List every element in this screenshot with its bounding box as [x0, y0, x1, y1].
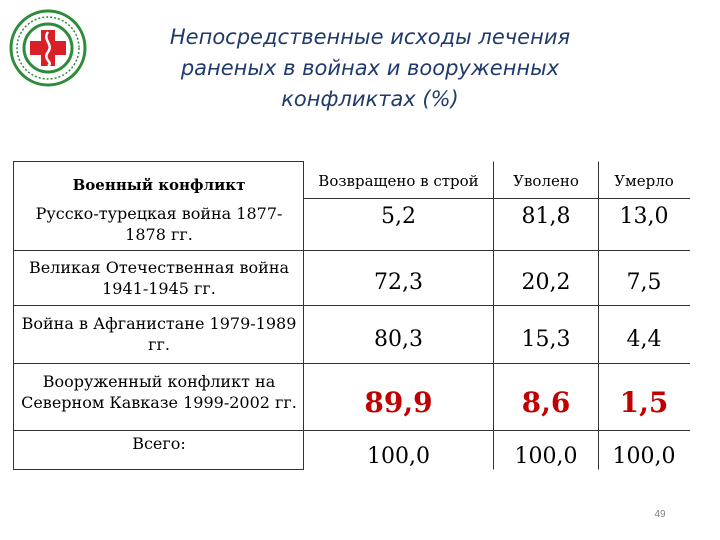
- table-cell: 20,2: [521, 269, 571, 295]
- slide-title: [100, 22, 640, 115]
- table-cell: 7,5: [626, 269, 662, 295]
- table-cell: 5,2: [381, 203, 416, 229]
- row-label: [14, 200, 304, 248]
- title-line-2: раненых в войнах и вооруженных: [180, 56, 560, 80]
- row-label-line: Вооруженный конфликт на: [42, 372, 276, 391]
- row-label-line: Война в Афганистане 1979-1989: [21, 314, 297, 333]
- column-header-conflict: Военный конфликт: [72, 175, 246, 194]
- column-header-discharged: Уволено: [513, 172, 579, 190]
- table-cell: 81,8: [521, 203, 571, 229]
- row-label-line: 1941-1945 гг.: [102, 279, 216, 298]
- table-cell: 15,3: [521, 326, 571, 352]
- table-cell: 100,0: [612, 443, 676, 469]
- table-cell-highlight: 8,6: [521, 385, 571, 419]
- row-label-line: Русско-турецкая война 1877-: [35, 204, 283, 223]
- title-line-3: конфликтах (%): [281, 87, 459, 111]
- column-header-returned: Возвращено в строй: [318, 172, 479, 190]
- table-cell: 13,0: [619, 203, 669, 229]
- row-label: [14, 367, 304, 417]
- row-label-total: Всего:: [132, 433, 186, 453]
- title-line-1: Непосредственные исходы лечения: [169, 25, 571, 49]
- column-header-died: Умерло: [614, 172, 674, 190]
- table-cell: 72,3: [374, 269, 423, 295]
- table-cell: 80,3: [374, 326, 423, 352]
- table-cell: 100,0: [514, 443, 578, 469]
- row-label-line: Великая Отечественная война: [28, 258, 290, 277]
- row-label: [14, 309, 304, 359]
- row-label-line: Северном Кавказе 1999-2002 гг.: [21, 393, 297, 412]
- emblem-logo: [8, 8, 88, 88]
- row-label-line: 1878 гг.: [125, 225, 193, 244]
- row-label: [14, 254, 304, 302]
- row-label-line: гг.: [148, 335, 170, 354]
- table-cell-highlight: 89,9: [364, 385, 433, 419]
- page-number: 49: [654, 509, 666, 520]
- table-cell: 4,4: [626, 326, 662, 352]
- table-cell-highlight: 1,5: [619, 385, 669, 419]
- table-cell: 100,0: [367, 443, 430, 469]
